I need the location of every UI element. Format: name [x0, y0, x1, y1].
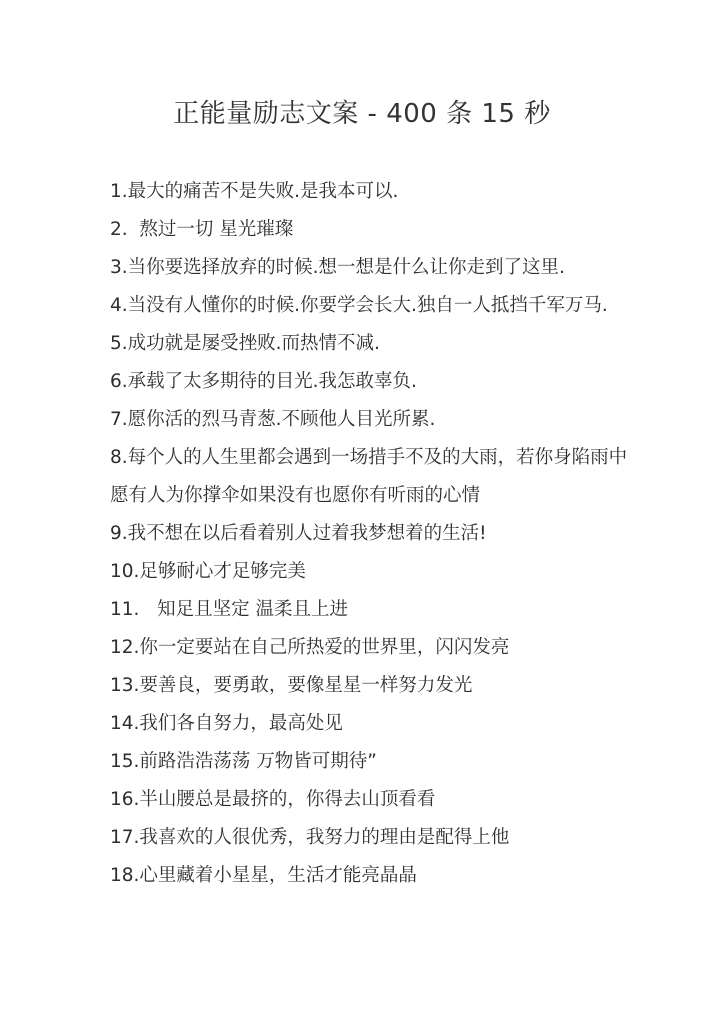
- list-item: 9.我不想在以后看着别人过着我梦想着的生活!: [110, 523, 487, 544]
- quote-list: [110, 173, 630, 895]
- list-item: 3.当你要选择放弃的时候.想一想是什么让你走到了这里.: [110, 257, 565, 278]
- list-item: 1.最大的痛苦不是失败.是我本可以.: [110, 181, 399, 202]
- document-title: 正能量励志文案 - 400 条 15 秒: [173, 99, 551, 129]
- list-item: 2. 熬过一切 星光璀璨: [110, 219, 294, 240]
- list-item: 11. 知足且坚定 温柔且上进: [110, 599, 348, 620]
- list-item: 12.你一定要站在自己所热爱的世界里，闪闪发亮: [110, 637, 510, 658]
- list-item: 18.心里藏着小星星，生活才能亮晶晶: [110, 865, 417, 886]
- list-item: 7.愿你活的烈马青葱.不顾他人目光所累.: [110, 409, 436, 430]
- list-item: 10.足够耐心才足够完美: [110, 561, 306, 582]
- list-item: 5.成功就是屡受挫败.而热情不减.: [110, 333, 380, 354]
- list-item: 13.要善良，要勇敢，要像星星一样努力发光: [110, 675, 473, 696]
- list-item: 16.半山腰总是最挤的，你得去山顶看看: [110, 789, 436, 810]
- list-item: 15.前路浩浩荡荡 万物皆可期待”: [110, 751, 377, 772]
- list-item: 6.承载了太多期待的目光.我怎敢辜负.: [110, 371, 417, 392]
- list-item: 4.当没有人懂你的时候.你要学会长大.独自一人抵挡千军万马.: [110, 295, 608, 316]
- list-item: 17.我喜欢的人很优秀，我努力的理由是配得上他: [110, 827, 510, 848]
- list-item: 8.每个人的人生里都会遇到一场措手不及的大雨，若你身陷雨中愿有人为你撑伞如果没有也愿你有听雨的心情: [110, 447, 628, 506]
- list-item: 14.我们各自努力，最高处见: [110, 713, 343, 734]
